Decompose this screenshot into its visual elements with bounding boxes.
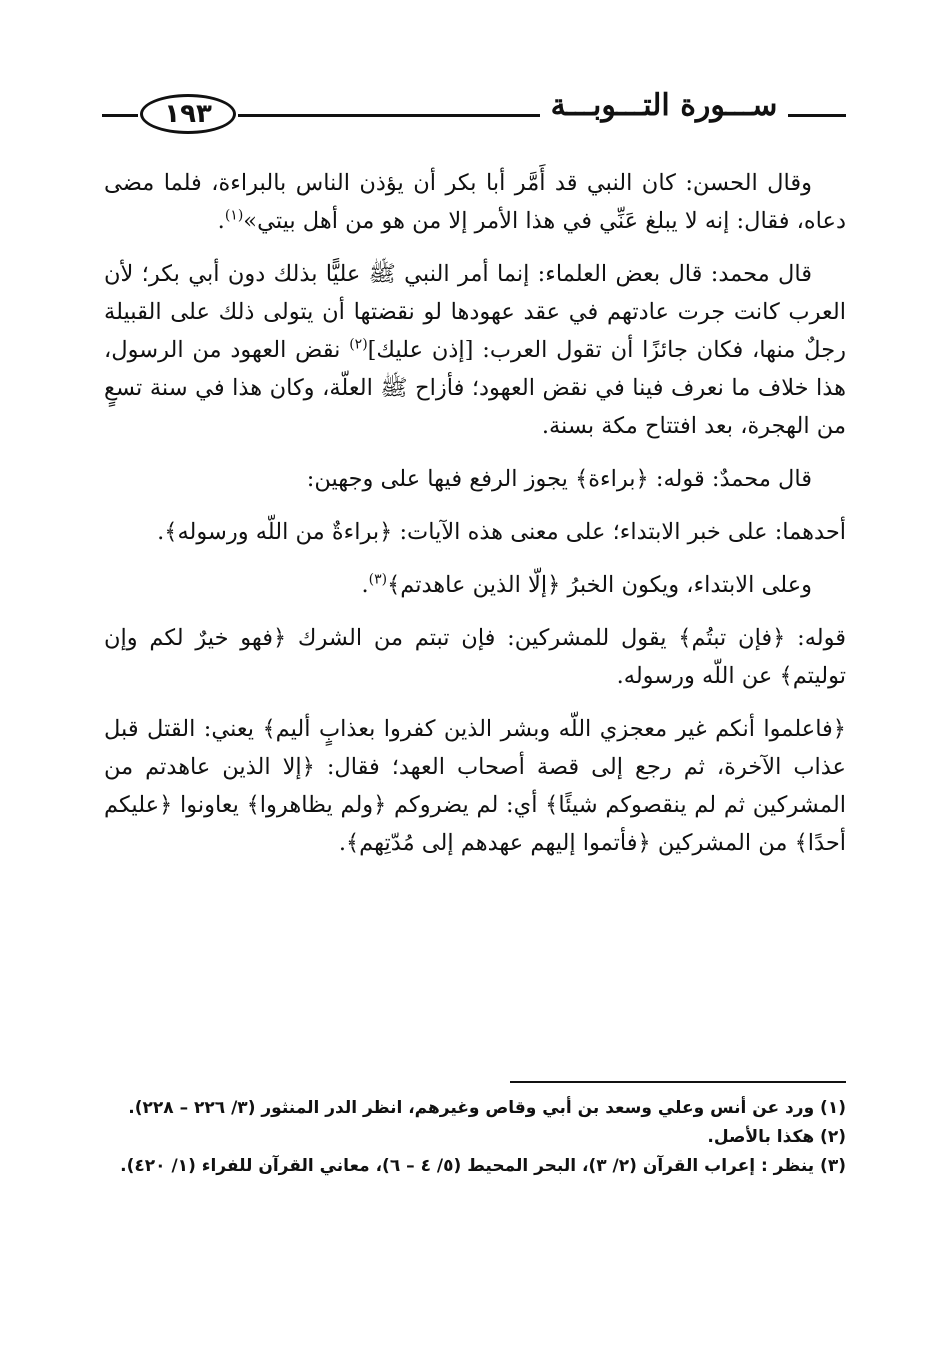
paragraph-3: [104, 460, 846, 498]
paragraph-7: [104, 710, 846, 862]
paragraph-1: [104, 164, 846, 240]
paragraph-6: [104, 619, 846, 695]
paragraph-text: قال محمد: قال بعض العلماء: إنما أمر النبي ﷺ عليًّا بذلك دون أبي بكر؛ لأن العرب كانت جرت عادتهم في عقد عهودها لو نقضتها أن يتولى ذلك على القبيلة رجلٌ منها، فكان جائزًا أن تقول العرب: [إذن عليك]: [104, 261, 846, 363]
header-rule-right: [788, 114, 846, 117]
footnote-3: (٣) ينظر : إعراب القرآن (٢/ ٣)، البحر المحيط (٥/ ٤ – ٦)، معاني القرآن للفراء (١/ ٤٢٠).: [120, 1156, 846, 1176]
paragraph-tail: .: [361, 572, 369, 598]
paragraph-tail: .: [217, 208, 225, 234]
paragraph-4: [104, 513, 846, 551]
paragraph-2: [104, 255, 846, 445]
paragraph-text: قال محمدٌ: قوله: ﴿براءة﴾ يجوز الرفع فيها على وجهين:: [306, 466, 812, 492]
paragraph-text: ﴿فاعلموا أنكم غير معجزي اللّه وبشر الذين كفروا بعذابٍ أليم﴾ يعني: القتل قبل عذاب الآخرة، ثم رجع إلى قصة أصحاب العهد؛ فقال: ﴿إلا الذين عاهدتم من المشركين ثم لم ينقصوكم شيئًا﴾ أي: لم يضروكم ﴿ولم يظاهروا﴾ يعاونوا ﴿عليكم أحدًا﴾ من المشركين ﴿فأتموا إليهم عهدهم إلى مُدّتِهم﴾.: [104, 716, 846, 856]
paragraph-5: [104, 566, 846, 604]
footnote-separator: [510, 1081, 846, 1083]
paragraph-text: وقال الحسن: كان النبي قد أَمَّر أبا بكر أن يؤذن الناس بالبراءة، فلما مضى دعاه، فقال: إنه لا يبلغ عَنِّي في هذا الأمر إلا من هو من أهل بيتي»: [104, 170, 846, 234]
footnote-ref: (٢): [349, 336, 368, 353]
page-body: [104, 164, 846, 877]
footnotes: [104, 1094, 846, 1181]
paragraph-text: وعلى الابتداء، ويكون الخبرُ ﴿إلّا الذين عاهدتم﴾: [387, 572, 812, 598]
header-rule-left: [102, 114, 138, 117]
page-number: ١٩٣: [140, 94, 236, 134]
footnote-ref: (٣): [368, 571, 388, 588]
paragraph-text: قوله: ﴿فإن تبتُم﴾ يقول للمشركين: فإن تبتم من الشرك ﴿فهو خيرٌ لكم وإن توليتم﴾ عن اللّه ورسوله.: [104, 625, 846, 689]
page-header: [102, 86, 846, 138]
footnote-1: (١) ورد عن أنس وعلي وسعد بن أبي وقاص وغيرهم، انظر الدر المنثور (٣/ ٢٢٦ – ٢٢٨).: [128, 1098, 846, 1118]
footnote-ref: (١): [224, 207, 244, 224]
header-rule-middle: [238, 114, 540, 117]
surah-title: ســـورة التـــوبـــة: [550, 88, 778, 123]
footnote-2: (٢) هكذا بالأصل.: [707, 1127, 846, 1147]
paragraph-text: أحدهما: على خبر الابتداء؛ على معنى هذه الآيات: ﴿براءةٌ من اللّه ورسوله﴾.: [157, 519, 846, 545]
paragraph-tail: نقض العهود من الرسول، هذا خلاف ما نعرف فينا في نقض العهود؛ فأزاح ﷺ العلّة، وكان هذا في سنة تسعٍ من الهجرة، بعد افتتاح مكة بسنة.: [104, 337, 846, 439]
